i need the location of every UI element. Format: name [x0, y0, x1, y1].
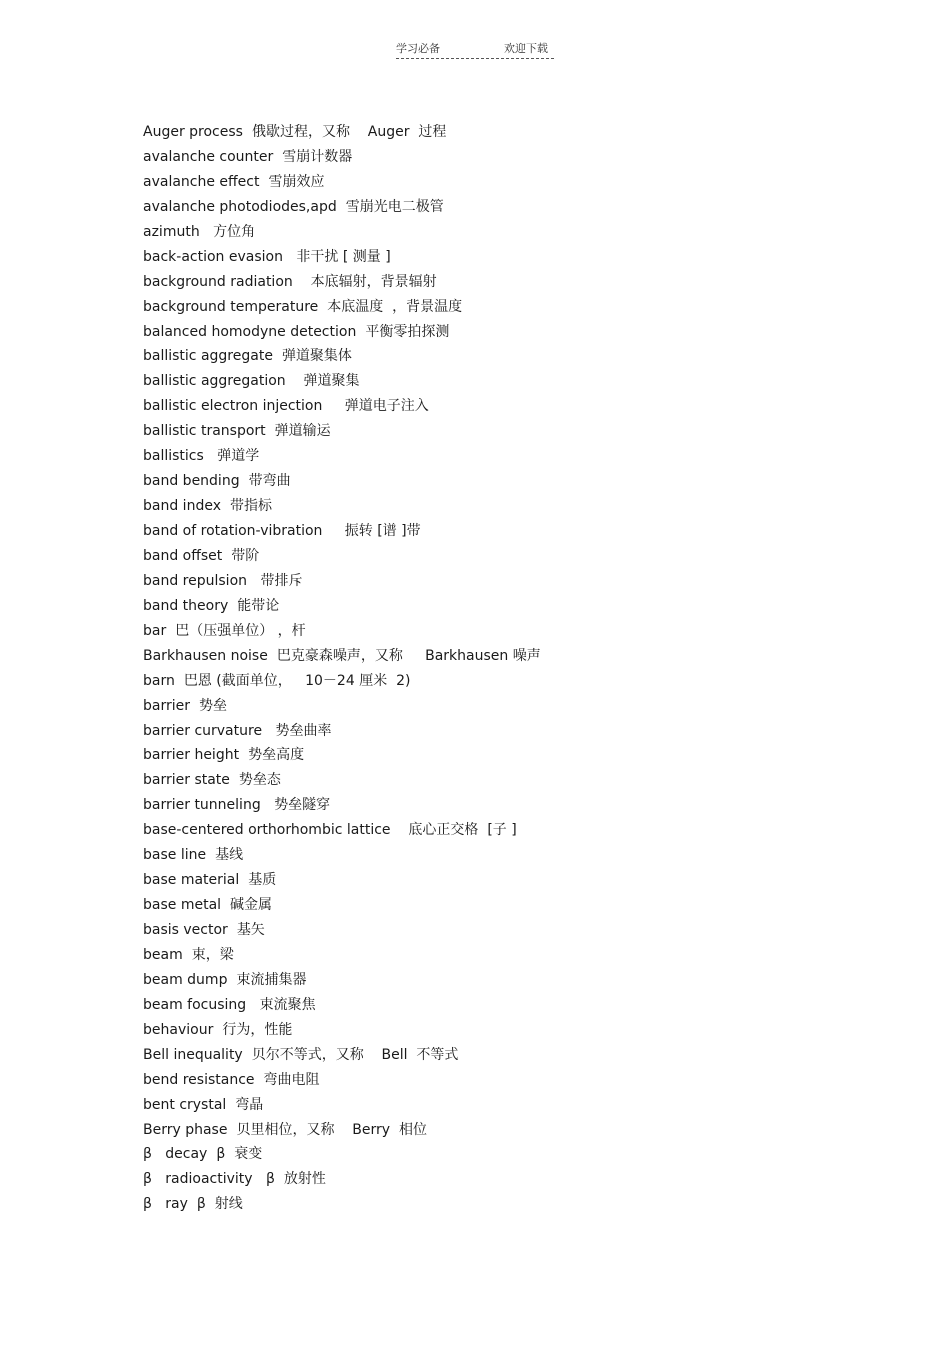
- entry-chinese-term: 束流捕集器: [236, 971, 307, 988]
- entry-chinese-term: β 放射性: [261, 1171, 326, 1188]
- entry-english-term: band of rotation-vibration: [143, 523, 323, 539]
- entry-english-term: Bell inequality: [143, 1046, 243, 1063]
- entry-chinese-term: 巴（压强单位） ，杆: [175, 622, 306, 639]
- entry-chinese-term: 能带论: [237, 597, 280, 614]
- entry-english-term: avalanche counter: [143, 148, 274, 165]
- entry-chinese-term: 雪崩光电二极管: [345, 198, 444, 215]
- glossary-entry: [143, 1167, 843, 1192]
- entry-english-term: bend resistance: [143, 1071, 255, 1088]
- entry-chinese-term: 弹道聚集: [294, 373, 360, 390]
- entry-english-term: ballistic aggregate: [143, 348, 273, 365]
- entry-chinese-term: 雪崩计数器: [282, 148, 353, 165]
- entry-english-term: ballistic aggregation: [143, 373, 286, 390]
- entry-english-term: base metal: [143, 897, 222, 914]
- entry-chinese-term: 方位角: [208, 223, 256, 240]
- glossary-entry: [143, 320, 843, 345]
- glossary-list: [143, 120, 843, 1217]
- glossary-entry: [143, 968, 843, 993]
- entry-chinese-term: 底心正交格 [子 ]: [399, 822, 517, 839]
- glossary-entry: [143, 768, 843, 793]
- glossary-entry: [143, 793, 843, 818]
- entry-chinese-term: 巴克豪森噪声，又称 Barkhausen 噪声: [276, 647, 541, 664]
- glossary-entry: [143, 868, 843, 893]
- entry-english-term: β ray: [143, 1196, 188, 1213]
- entry-english-term: beam focusing: [143, 996, 247, 1013]
- entry-english-term: beam dump: [143, 971, 228, 988]
- entry-english-term: β radioactivity: [143, 1171, 253, 1188]
- entry-chinese-term: 弯曲电阻: [263, 1071, 320, 1088]
- entry-english-term: barrier height: [143, 747, 240, 764]
- glossary-entry: [143, 419, 843, 444]
- glossary-entry: [143, 145, 843, 170]
- glossary-entry: [143, 519, 843, 544]
- glossary-entry: [143, 120, 843, 145]
- entry-english-term: base line: [143, 847, 207, 864]
- entry-english-term: barrier state: [143, 772, 230, 789]
- glossary-entry: [143, 743, 843, 768]
- glossary-entry: [143, 594, 843, 619]
- entry-english-term: Berry phase: [143, 1121, 228, 1138]
- glossary-entry: [143, 1093, 843, 1118]
- entry-chinese-term: 带阶: [231, 547, 260, 564]
- entry-english-term: azimuth: [143, 223, 200, 240]
- glossary-entry: [143, 644, 843, 669]
- entry-chinese-term: 势垒: [199, 697, 227, 714]
- entry-chinese-term: 带指标: [229, 498, 272, 515]
- entry-english-term: bar: [143, 622, 167, 639]
- entry-chinese-term: 雪崩效应: [268, 173, 325, 190]
- entry-chinese-term: β 衰变: [216, 1146, 263, 1163]
- entry-chinese-term: 弯晶: [235, 1096, 264, 1113]
- entry-chinese-term: 束流聚焦: [255, 996, 316, 1013]
- entry-chinese-term: 贝尔不等式，又称 Bell 不等式: [251, 1046, 459, 1063]
- entry-english-term: ballistic transport: [143, 423, 266, 440]
- entry-english-term: background radiation: [143, 273, 293, 290]
- entry-chinese-term: 势垒高度: [248, 747, 305, 764]
- entry-chinese-term: 弹道输运: [274, 423, 331, 440]
- entry-english-term: back-action evasion: [143, 248, 283, 265]
- entry-chinese-term: 带弯曲: [248, 473, 291, 490]
- glossary-entry: [143, 220, 843, 245]
- entry-english-term: barrier: [143, 697, 190, 714]
- glossary-entry: [143, 1018, 843, 1043]
- glossary-entry: [143, 669, 843, 694]
- entry-chinese-term: 束，梁: [191, 946, 234, 963]
- entry-chinese-term: 势垒隧穿: [269, 797, 331, 814]
- entry-english-term: Auger process: [143, 124, 243, 140]
- entry-english-term: band bending: [143, 473, 240, 490]
- glossary-entry: [143, 369, 843, 394]
- glossary-entry: [143, 295, 843, 320]
- entry-chinese-term: 带排斥: [256, 572, 303, 589]
- entry-chinese-term: β 射线: [196, 1196, 243, 1213]
- entry-english-term: basis vector: [143, 922, 228, 938]
- entry-english-term: behaviour: [143, 1021, 214, 1038]
- glossary-entry: [143, 494, 843, 519]
- entry-english-term: base material: [143, 872, 240, 889]
- glossary-entry: [143, 893, 843, 918]
- glossary-entry: [143, 818, 843, 843]
- entry-chinese-term: 巴恩 (截面单位， 10－24 厘米 2): [183, 672, 411, 689]
- glossary-entry: [143, 918, 843, 943]
- entry-chinese-term: 平衡零拍探测: [365, 323, 450, 340]
- glossary-entry: [143, 544, 843, 569]
- entry-english-term: Barkhausen noise: [143, 647, 268, 664]
- entry-english-term: balanced homodyne detection: [143, 323, 357, 340]
- entry-chinese-term: 行为，性能: [222, 1021, 293, 1038]
- entry-chinese-term: 基线: [215, 847, 244, 864]
- entry-chinese-term: 本底辐射，背景辐射: [301, 273, 437, 290]
- glossary-entry: [143, 1142, 843, 1167]
- glossary-entry: [143, 619, 843, 644]
- entry-chinese-term: 非干扰 [ 测量 ]: [291, 248, 391, 265]
- glossary-entry: [143, 245, 843, 270]
- entry-english-term: beam: [143, 946, 183, 963]
- entry-chinese-term: 本底温度 ，背景温度: [327, 298, 463, 315]
- header-right-text: 欢迎下载: [504, 42, 548, 55]
- header-left-text: 学习必备: [396, 42, 440, 55]
- entry-chinese-term: 基矢: [236, 922, 265, 938]
- entry-chinese-term: 俄歇过程，又称 Auger 过程: [251, 124, 447, 140]
- entry-chinese-term: 弹道学: [212, 448, 260, 465]
- entry-english-term: band offset: [143, 547, 223, 564]
- glossary-entry: [143, 170, 843, 195]
- glossary-entry: [143, 694, 843, 719]
- glossary-entry: [143, 1192, 843, 1217]
- glossary-entry: [143, 469, 843, 494]
- entry-chinese-term: 碱金属: [230, 897, 273, 914]
- entry-english-term: β decay: [143, 1146, 208, 1163]
- glossary-entry: [143, 444, 843, 469]
- entry-english-term: ballistics: [143, 448, 204, 465]
- glossary-entry: [143, 843, 843, 868]
- entry-english-term: bent crystal: [143, 1096, 227, 1113]
- entry-english-term: barrier curvature: [143, 722, 263, 739]
- entry-chinese-term: 势垒曲率: [271, 722, 332, 739]
- entry-english-term: band index: [143, 498, 221, 515]
- glossary-entry: [143, 943, 843, 968]
- entry-english-term: background temperature: [143, 298, 319, 315]
- entry-english-term: band repulsion: [143, 572, 248, 589]
- entry-english-term: barn: [143, 672, 175, 689]
- glossary-entry: [143, 1043, 843, 1068]
- entry-english-term: avalanche effect: [143, 173, 260, 190]
- glossary-entry: [143, 394, 843, 419]
- glossary-entry: [143, 344, 843, 369]
- glossary-entry: [143, 719, 843, 744]
- entry-english-term: avalanche photodiodes,apd: [143, 198, 337, 215]
- glossary-entry: [143, 270, 843, 295]
- entry-english-term: ballistic electron injection: [143, 398, 323, 415]
- entry-english-term: band theory: [143, 597, 229, 614]
- entry-english-term: barrier tunneling: [143, 797, 261, 814]
- glossary-entry: [143, 569, 843, 594]
- entry-chinese-term: 势垒态: [238, 772, 281, 789]
- entry-chinese-term: 贝里相位，又称 Berry 相位: [236, 1121, 427, 1138]
- glossary-entry: [143, 1118, 843, 1143]
- entry-chinese-term: 振转 [谱 ]带: [331, 523, 421, 539]
- glossary-entry: [143, 195, 843, 220]
- glossary-entry: [143, 993, 843, 1018]
- entry-english-term: base-centered orthorhombic lattice: [143, 822, 391, 839]
- entry-chinese-term: 弹道聚集体: [281, 348, 352, 365]
- entry-chinese-term: 弹道电子注入: [331, 398, 429, 415]
- entry-chinese-term: 基质: [248, 872, 277, 889]
- page-header: [396, 40, 554, 59]
- glossary-entry: [143, 1068, 843, 1093]
